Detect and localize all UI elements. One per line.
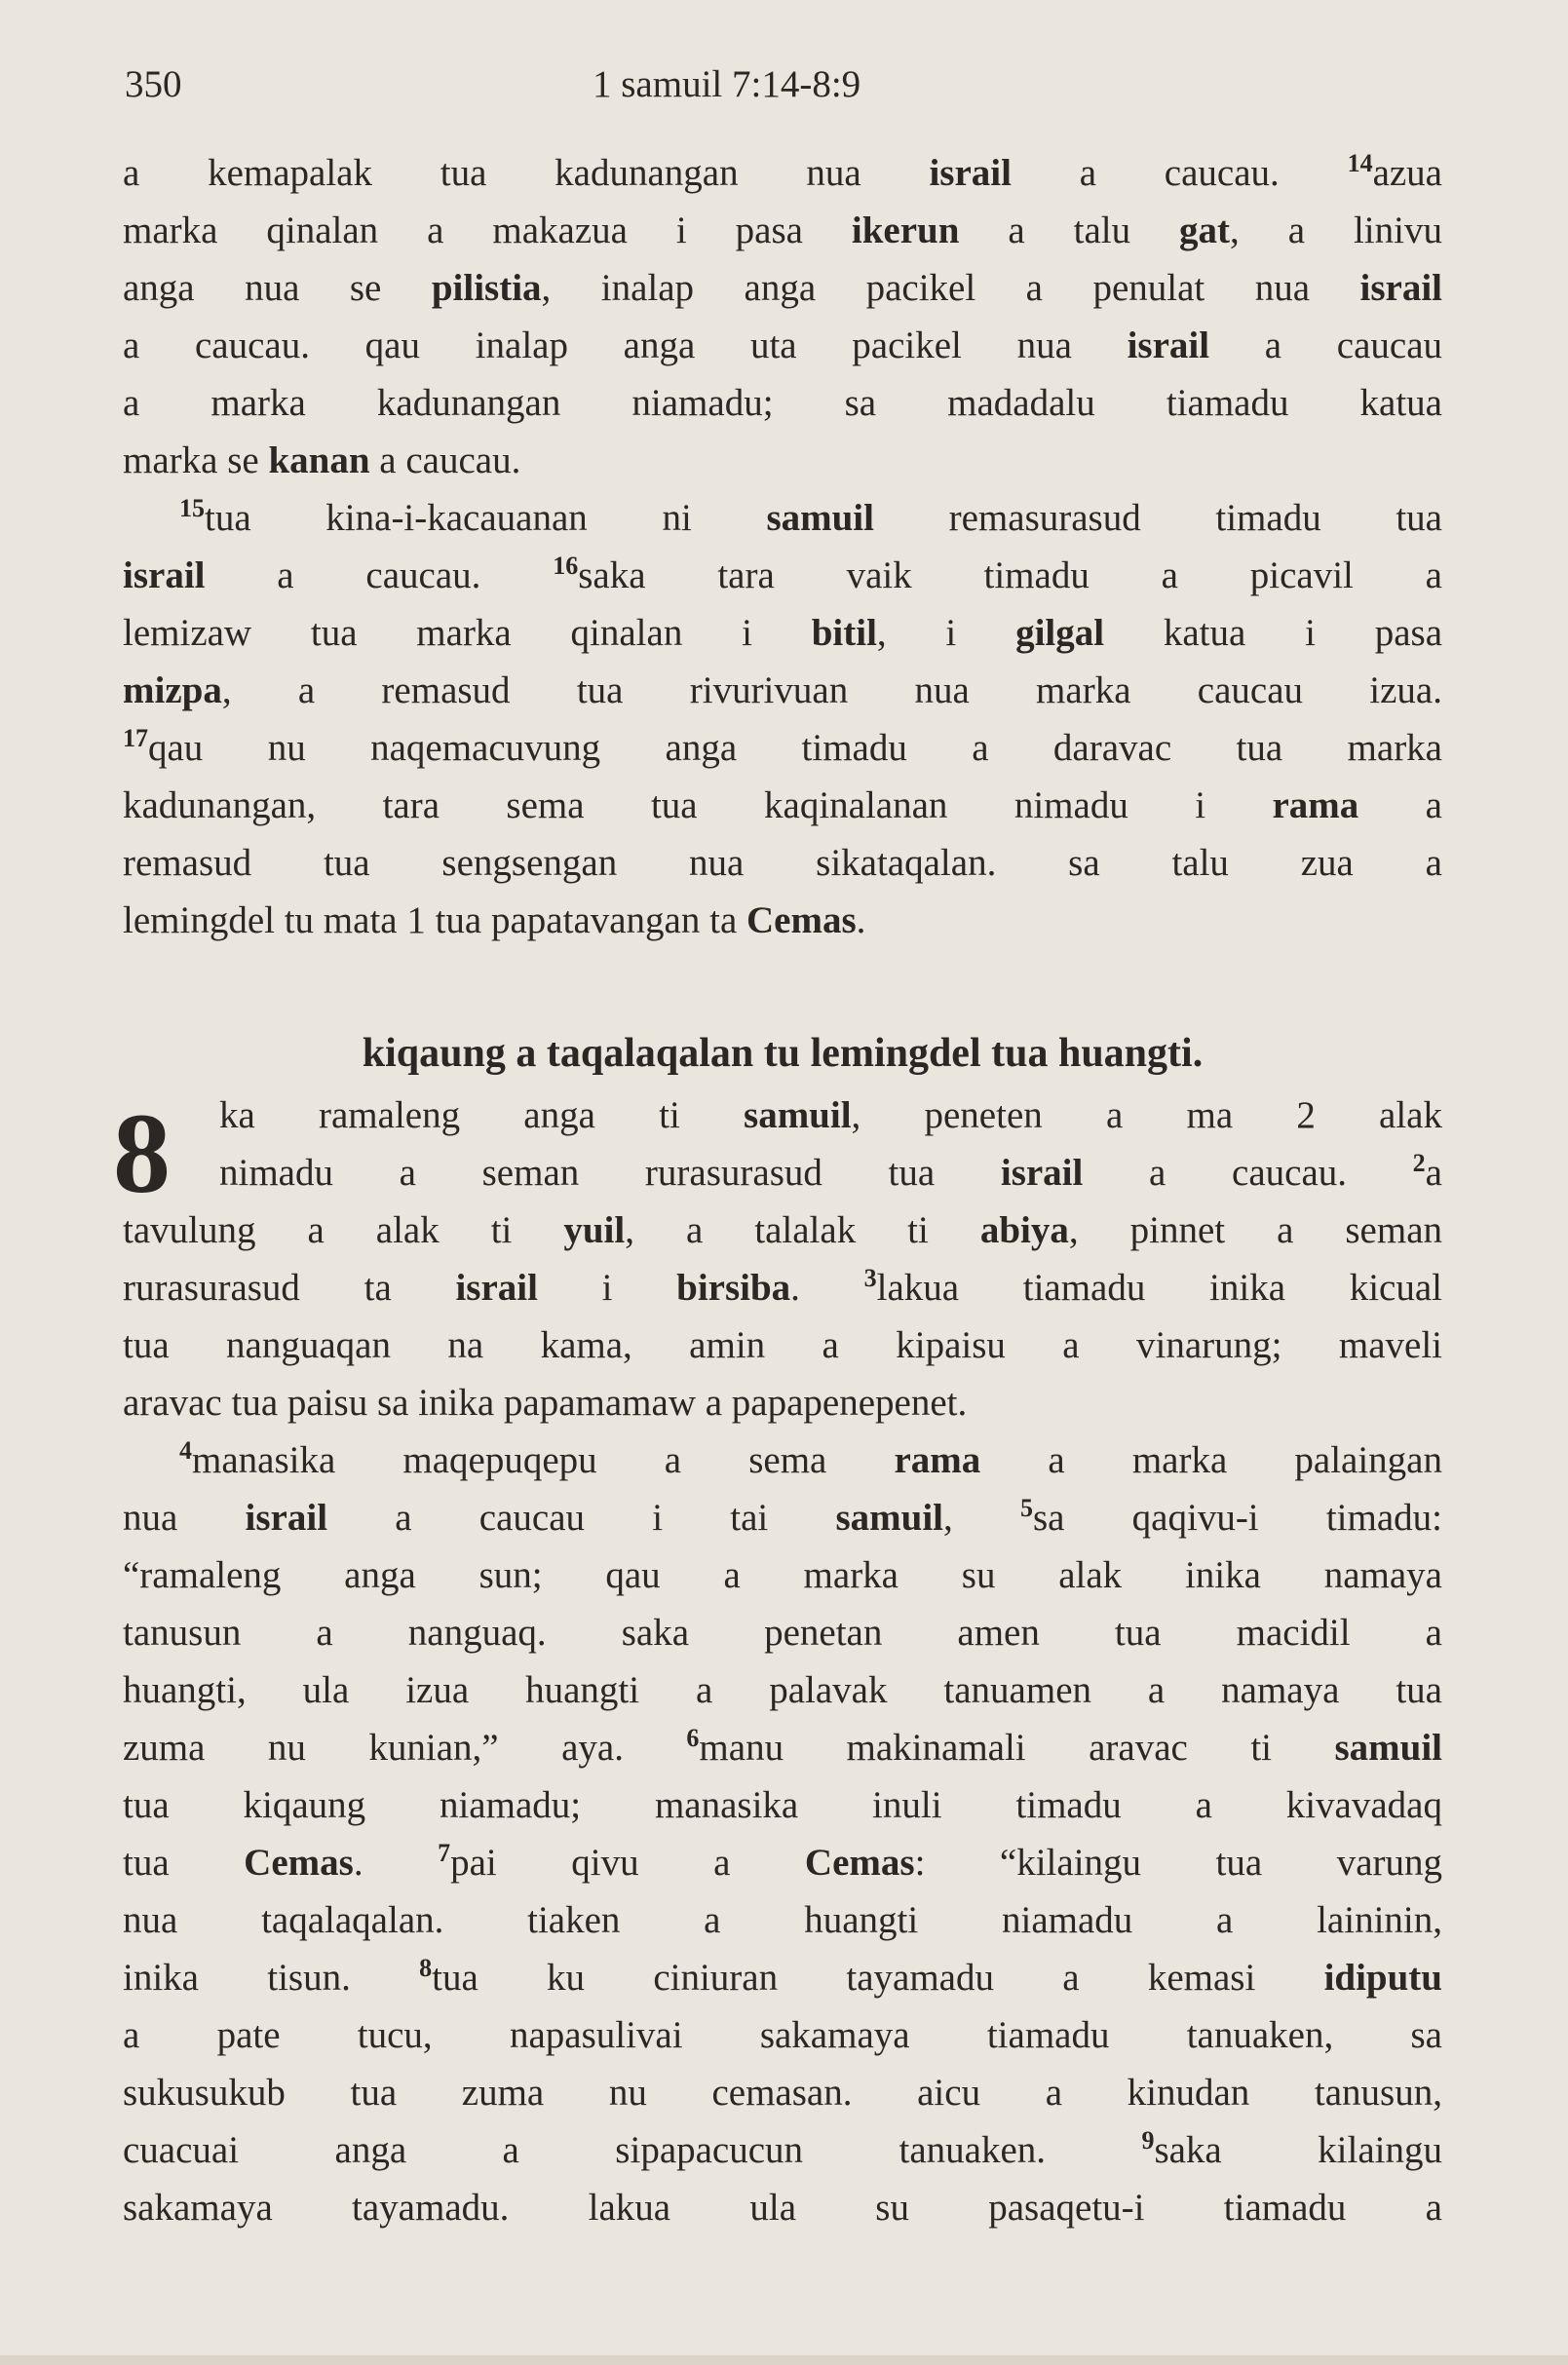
page-number: 350	[125, 63, 182, 105]
text-line: kadunangan, tara sema tua kaqinalanan nimadu i rama a	[123, 784, 1442, 826]
bold-name: gat	[1179, 210, 1231, 251]
text-line: $^{15}$tua kina-i-kacauanan ni samuil remasurasud timadu tua	[179, 494, 1442, 539]
bold-name: israil	[1000, 1152, 1084, 1194]
text-line: sakamaya tayamadu. lakua ula su pasaqetu-i tiamadu a	[123, 2187, 1442, 2229]
text-line: mizpa, a remasud tua rivurivuan nua marka caucau izua.	[123, 669, 1442, 711]
text-line: tavulung a alak ti yuil, a talalak ti abiya, pinnet a seman	[123, 1209, 1442, 1251]
bold-name: rama	[894, 1439, 981, 1481]
text-line: a kemapalak tua kadunangan nua israil a caucau. $^{14}$azua	[123, 149, 1442, 194]
text-line: nimadu a seman rurasurasud tua israil a caucau. $^2$a	[219, 1149, 1442, 1194]
text-line: nua israil a caucau i tai samuil, $^5$sa qaqivu-i timadu:	[123, 1494, 1443, 1539]
running-head: 1 samuil 7:14-8:9	[593, 63, 861, 105]
text-line: tua kiqaung niamadu; manasika inuli timadu a kivavadaq	[123, 1784, 1442, 1826]
paragraph-block-2	[123, 489, 1442, 949]
bold-name: israil	[123, 554, 206, 596]
bold-name: Cemas	[746, 899, 857, 941]
verse-number: 7	[438, 1839, 451, 1867]
verse-number: 4	[179, 1436, 192, 1465]
verse-number: 15	[179, 494, 205, 522]
bold-name: ikerun	[851, 210, 960, 251]
chapter-first-lines	[219, 1087, 1442, 1202]
bold-name: israil	[929, 152, 1012, 194]
text-line: marka qinalan a makazua i pasa ikerun a talu gat, a linivu	[123, 210, 1442, 251]
bold-name: pilistia	[431, 267, 542, 309]
text-line: a marka kadunangan niamadu; sa madadalu tiamadu katua	[123, 382, 1442, 424]
bold-name: gilgal	[1015, 612, 1105, 654]
text-line: remasud tua sengsengan nua sikataqalan. sa talu zua a	[123, 842, 1442, 884]
verse-number: 9	[1141, 2126, 1155, 2155]
bold-name: samuil	[835, 1497, 943, 1539]
verse-number: 17	[123, 724, 148, 752]
text-line: aravac tua paisu sa inika papamamaw a papapenepenet.	[123, 1382, 968, 1424]
page-bottom-edge	[0, 2355, 1568, 2365]
bold-name: israil	[1127, 324, 1210, 366]
text-line: nua taqalaqalan. tiaken a huangti niamadu a laininin,	[123, 1899, 1442, 1941]
verse-number: 6	[686, 1724, 700, 1752]
text-line: lemizaw tua marka qinalan i bitil, i gilgal katua i pasa	[123, 612, 1443, 654]
bold-name: yuil	[563, 1209, 626, 1251]
bold-name: abiya	[979, 1209, 1069, 1251]
verse-number: 8	[419, 1954, 433, 1982]
verse-number: 5	[1019, 1494, 1033, 1522]
bold-name: rama	[1272, 784, 1359, 826]
text-line: lemingdel tu mata 1 tua papatavangan ta Cemas.	[123, 899, 866, 941]
text-line: israil a caucau. $^{16}$saka tara vaik timadu a picavil a	[123, 552, 1442, 596]
text-line: a pate tucu, napasulivai sakamaya tiamadu tanuaken, sa	[123, 2014, 1442, 2056]
bold-name: Cemas	[804, 1842, 915, 1884]
verse-number: 3	[863, 1264, 877, 1292]
bold-name: kanan	[268, 439, 370, 481]
text-line: huangti, ula izua huangti a palavak tanuamen a namaya tua	[123, 1669, 1442, 1711]
verse-number: 2	[1412, 1149, 1426, 1177]
bold-name: samuil	[766, 497, 874, 539]
text-line: ka ramaleng anga ti samuil, peneten a ma 2 alak	[219, 1094, 1442, 1136]
text-line: rurasurasud ta israil i birsiba. $^3$lakua tiamadu inika kicual	[123, 1264, 1442, 1309]
text-line: a caucau. qau inalap anga uta pacikel nua israil a caucau	[123, 324, 1443, 366]
text-line: “ramaleng anga sun; qau a marka su alak inika namaya	[123, 1554, 1442, 1596]
bold-name: mizpa	[123, 669, 222, 711]
bold-name: Cemas	[244, 1842, 354, 1884]
text-line: cuacuai anga a sipapacucun tanuaken. $^9$saka kilaingu	[123, 2126, 1442, 2171]
paragraph-block-4	[123, 1431, 1442, 2236]
text-line: $^{17}$qau nu naqemacuvung anga timadu a daravac tua marka	[123, 724, 1442, 769]
text-line: anga nua se pilistia, inalap anga pacikel a penulat nua israil	[123, 267, 1442, 309]
text-line: zuma nu kunian,” aya. $^6$manu makinamali aravac ti samuil	[123, 1724, 1442, 1769]
text-line: tua nanguaqan na kama, amin a kipaisu a vinarung; maveli	[123, 1324, 1442, 1366]
bold-name: idiputu	[1323, 1957, 1442, 1999]
section-heading: kiqaung a taqalaqalan tu lemingdel tua huangti.	[362, 1031, 1204, 1076]
bold-name: israil	[245, 1497, 328, 1539]
paragraph-block-3	[123, 1202, 1442, 1431]
paragraph-block-1	[123, 144, 1442, 489]
verse-number: 16	[553, 552, 579, 580]
bold-name: israil	[455, 1267, 538, 1309]
text-line: inika tisun. $^8$tua ku ciniuran tayamadu a kemasi idiputu	[123, 1954, 1442, 1999]
bold-name: birsiba	[676, 1267, 791, 1309]
text-line: tanusun a nanguaq. saka penetan amen tua macidil a	[123, 1612, 1442, 1654]
text-line: marka se kanan a caucau.	[123, 439, 521, 481]
bold-name: samuil	[744, 1094, 852, 1136]
text-line: tua Cemas. $^7$pai qivu a Cemas: “kilaingu tua varung	[123, 1839, 1443, 1884]
bold-name: samuil	[1334, 1727, 1442, 1769]
bold-name: bitil	[811, 612, 877, 654]
bold-name: israil	[1359, 267, 1442, 309]
text-line: sukusukub tua zuma nu cemasan. aicu a kinudan tanusun,	[123, 2072, 1442, 2114]
verse-number: 14	[1347, 149, 1373, 177]
chapter-number: 8	[113, 1089, 171, 1217]
text-line: $^4$manasika maqepuqepu a sema rama a marka palaingan	[179, 1436, 1442, 1481]
